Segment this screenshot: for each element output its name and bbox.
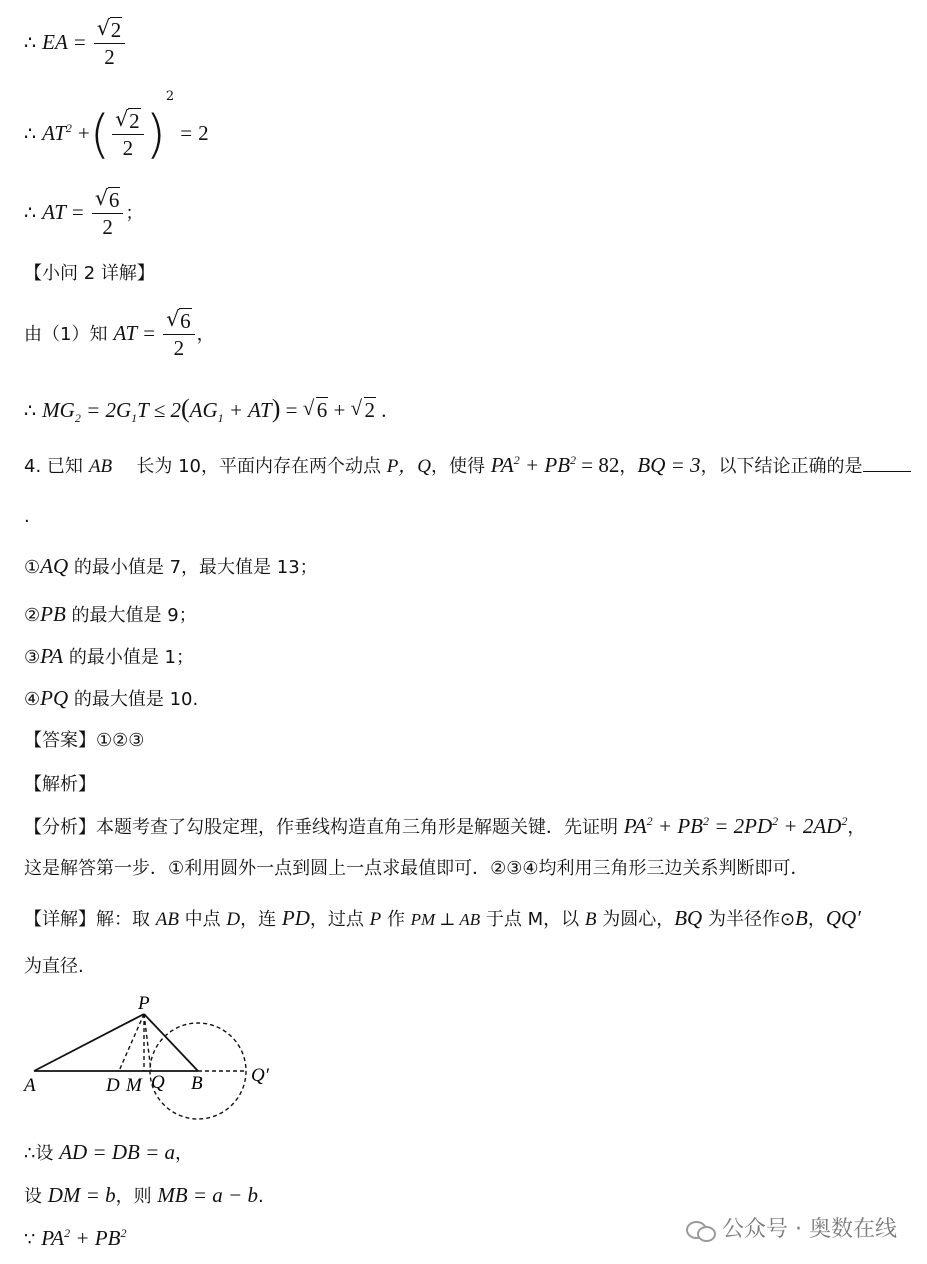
rhs: 2 (198, 121, 209, 145)
option-2 (24, 604, 197, 625)
right-paren: ) (145, 105, 166, 165)
step-ea (24, 20, 127, 68)
text-prefix: 设 (24, 1186, 48, 1207)
label-q-prime: Q′ (251, 1065, 269, 1086)
text-prefix: ∴设 (24, 1143, 60, 1164)
equals: = (180, 121, 193, 145)
mg: MG (42, 398, 75, 422)
fraction (163, 311, 195, 359)
fraction (112, 111, 144, 159)
label-q: Q (151, 1072, 165, 1093)
math-lhs: AT (113, 321, 138, 345)
pa: PA (490, 453, 514, 477)
math-expr (41, 1226, 126, 1250)
segment-ap (34, 1014, 144, 1071)
exponent: 2 (120, 1226, 127, 1240)
denominator: 2 (104, 45, 115, 69)
label-b: B (191, 1073, 203, 1094)
punct: ； (125, 203, 144, 224)
step-because (24, 1228, 126, 1249)
therefore-sign: ∴ (24, 202, 37, 224)
answer-line (24, 732, 144, 750)
because-sign: ∵ (24, 1229, 42, 1250)
text: 中点 (178, 909, 227, 930)
segment-pb (144, 1014, 198, 1071)
exponent: 2 (570, 453, 577, 467)
option-1 (24, 556, 318, 577)
two-g: = 2G (80, 398, 132, 422)
radicand: 2 (129, 109, 140, 133)
step-recall (24, 311, 215, 359)
equals: = (71, 200, 84, 224)
math-ab: AB (88, 456, 113, 477)
radicand: 2 (110, 18, 122, 42)
option-mark: ② (24, 605, 41, 626)
exponent: 2 (646, 814, 653, 828)
math-pd: PD (281, 906, 310, 930)
math-p: P (369, 909, 382, 930)
text: 解：取 (96, 909, 156, 930)
equals: = (73, 30, 86, 54)
exponent: 2 (703, 814, 709, 828)
option-text: 的最小值是 7，最大值是 13； (68, 557, 318, 578)
math-lhs (42, 121, 72, 145)
equals: = (143, 321, 156, 345)
xiangjie-line-1 (24, 908, 861, 929)
wechat-icon (686, 1219, 716, 1241)
plus: + (77, 121, 90, 145)
left-paren: ( (180, 394, 190, 423)
option-mark: ③ (24, 647, 41, 668)
math-lhs: AT (42, 200, 66, 224)
xiangjie-line-2: 为直径. (24, 956, 84, 977)
option-3 (24, 646, 194, 667)
punct: ， (175, 1143, 194, 1164)
label-a: A (24, 1075, 36, 1096)
step-pythag (24, 89, 209, 165)
at-symbol: AT (42, 121, 66, 145)
math-mb: MB = a − b (157, 1183, 258, 1207)
watermark-text: 公众号 · 奥数在线 (722, 1217, 897, 1242)
text-prefix: 由（1）知 (24, 324, 108, 345)
exponent: 2 (64, 1226, 71, 1240)
sub: 1 (217, 411, 224, 426)
right-paren: ) (271, 394, 281, 423)
period: . (376, 398, 387, 422)
therefore-sign: ∴ (24, 123, 37, 145)
radicand: 6 (180, 309, 191, 333)
sub: 2 (74, 411, 81, 426)
option-math: PQ (40, 686, 69, 710)
punct: ， (847, 817, 866, 838)
part2-header: 【小问 2 详解】 (24, 263, 155, 284)
exponent: 2 (841, 814, 848, 828)
denominator: 2 (102, 215, 113, 239)
question-4-dot: . (24, 506, 30, 527)
answer-label: 【答案】 (24, 730, 96, 751)
math-perp: PM ⊥ AB (410, 910, 481, 929)
fenxi-line-1 (24, 816, 865, 837)
fraction (94, 20, 126, 68)
label-m: M (126, 1075, 142, 1096)
step-set-a (24, 1142, 193, 1163)
plus-at: + AT (223, 398, 272, 422)
math-expr (491, 453, 620, 477)
math-bq: BQ = 3 (637, 453, 701, 477)
ag: AG (189, 398, 218, 422)
step-set-b (24, 1185, 264, 1206)
geometry-figure (20, 995, 290, 1130)
step-inequality (24, 394, 387, 426)
plus: + (328, 398, 351, 422)
radicand: 2 (364, 398, 376, 422)
punct: . (257, 1186, 264, 1207)
text: ，使得 (431, 456, 491, 477)
text: 为圆心， (596, 909, 675, 930)
t-leq: T ≤ 2 (137, 398, 181, 422)
answer-value: ①②③ (96, 730, 145, 751)
segment-pd-dashed (119, 1014, 144, 1071)
outer-exponent: 2 (165, 89, 175, 104)
math-pq: P，Q (386, 456, 432, 477)
text: 于点 M，以 (480, 909, 585, 930)
math-d: D (226, 909, 241, 930)
question-4 (24, 455, 911, 476)
option-text: 的最小值是 1； (63, 647, 194, 668)
option-math: PB (40, 602, 66, 626)
option-text: 的最大值是 10. (68, 689, 199, 710)
punct: ， (196, 324, 215, 345)
punct: ， (807, 909, 826, 930)
radicand: 6 (316, 398, 328, 422)
option-text: 的最大值是 9； (65, 605, 197, 626)
fenxi-line-2: 这是解答第一步．①利用圆外一点到圆上一点求最值即可．②③④均利用三角形三边关系判断即可． (24, 858, 809, 879)
math-bq: BQ (674, 906, 703, 930)
watermark (686, 1212, 897, 1243)
option-math: PA (40, 644, 64, 668)
math-dm: DM = b (47, 1183, 116, 1207)
plus-pb: + PB (652, 814, 703, 838)
math-b: B (584, 909, 597, 930)
text: ，以下结论正确的是 (700, 456, 863, 477)
plus-pb: + PB (519, 453, 571, 477)
text: 作 (381, 909, 411, 930)
step-at (24, 190, 143, 238)
therefore-sign: ∴ (24, 32, 37, 54)
math-expr (42, 394, 387, 426)
label-d: D (106, 1075, 120, 1096)
option-mark: ① (24, 557, 41, 578)
answer-blank[interactable] (863, 457, 911, 472)
fraction (92, 190, 124, 238)
math-identity (624, 814, 848, 838)
math-qq: QQ′ (825, 906, 861, 930)
math-lhs: EA (42, 30, 68, 54)
radicand: 6 (108, 188, 120, 212)
punct: ， (619, 456, 638, 477)
text: 本题考查了勾股定理，作垂线构造直角三角形是解题关键．先证明 (96, 817, 624, 838)
exponent: 2 (65, 121, 72, 135)
pa: PA (41, 1226, 65, 1250)
analysis-header: 【解析】 (24, 774, 96, 795)
math-b: B (795, 906, 808, 930)
left-paren: ( (89, 105, 111, 165)
option-4 (24, 688, 198, 709)
sub: 1 (131, 411, 138, 426)
denominator: 2 (173, 336, 185, 360)
question-number: 4. 已知 (24, 456, 83, 477)
plus-pb: + PB (70, 1226, 121, 1250)
text: 长为 10，平面内存在两个动点 (136, 456, 387, 477)
option-mark: ④ (24, 689, 41, 710)
eq82: = 82 (576, 453, 620, 477)
two-ad: + 2AD (778, 814, 842, 838)
equals: = (280, 398, 303, 422)
segment-pq-dashed (144, 1014, 151, 1071)
text: ，则 (115, 1186, 158, 1207)
pa: PA (623, 814, 647, 838)
math-ab: AB (155, 909, 179, 930)
math-ad-db: AD = DB = a (59, 1140, 176, 1164)
option-math: AQ (40, 554, 69, 578)
fenxi-label: 【分析】 (24, 817, 96, 838)
label-p: P (138, 995, 150, 1014)
denominator: 2 (122, 136, 134, 160)
exponent: 2 (772, 814, 779, 828)
text: ，连 (240, 909, 282, 930)
text: 为半径作⊙ (702, 909, 796, 930)
therefore-sign: ∴ (24, 400, 37, 422)
two-pd: = 2PD (709, 814, 773, 838)
xiangjie-label: 【详解】 (24, 909, 96, 930)
text: ，过点 (309, 909, 370, 930)
exponent: 2 (513, 453, 520, 467)
